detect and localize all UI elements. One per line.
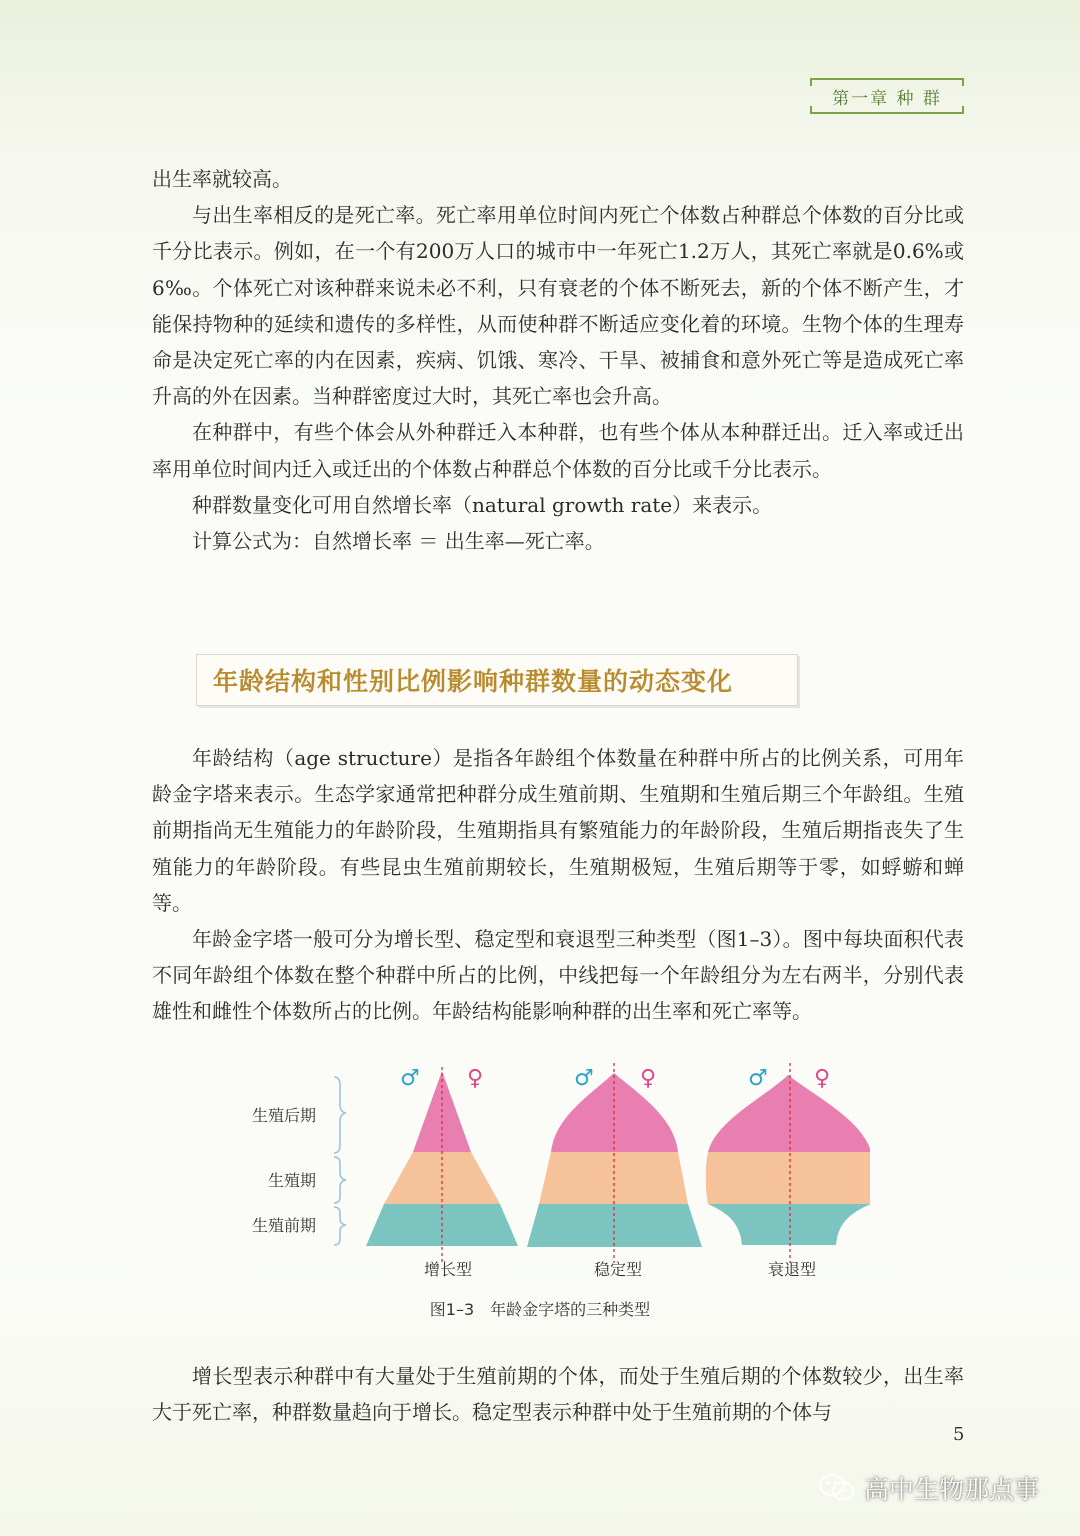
male-icon: ♂: [748, 1066, 768, 1091]
bracket-lines: [334, 1077, 346, 1245]
wechat-icon: [818, 1473, 856, 1503]
figure-caption: [0, 1297, 1080, 1320]
watermark: [818, 1470, 1039, 1506]
section-heading: 年龄结构和性别比例影响种群数量的动态变化: [196, 654, 798, 706]
paragraph: 计算公式为：自然增长率 ＝ 出生率—死亡率。: [192, 529, 605, 554]
body-text-bottom: [152, 1358, 964, 1430]
type-label-declining: 衰退型: [767, 1260, 817, 1279]
chapter-header: [810, 78, 964, 114]
paragraph: 在种群中，有些个体会从外种群迁入本种群，也有些个体从本种群迁出。迁入率或迁出率用单位时间内迁入或迁出的个体数占种群总个体数的百分比或千分比表示。: [152, 420, 964, 481]
stage-label-pre: 生殖前期: [251, 1216, 316, 1235]
declining-post-segment: [708, 1075, 870, 1152]
page-number: 5: [953, 1424, 965, 1445]
declining-pre-segment: [708, 1204, 870, 1245]
paragraph: 年龄结构（age structure）是指各年龄组个体数量在种群中所占的比例关系，可用年龄金字塔来表示。生态学家通常把种群分成生殖前期、生殖期和生殖后期三个年龄组。生殖前期指尚无生殖能力的年龄阶段，生殖期指具有繁殖能力的年龄阶段，生殖后期指丧失了生殖能力的年龄阶段。有些昆虫生殖前期较长，生殖期极短，生殖后期等于零，如蜉蝣和蝉等。: [152, 746, 964, 915]
paragraph: 增长型表示种群中有大量处于生殖前期的个体，而处于生殖后期的个体数较少，出生率大于死亡率，种群数量趋向于增长。稳定型表示种群中处于生殖前期的个体与: [152, 1364, 964, 1425]
caption-number: 图1–3: [429, 1300, 475, 1319]
type-label-stable: 稳定型: [593, 1260, 643, 1279]
age-pyramid-figure: [230, 1055, 870, 1287]
paragraph: 种群数量变化可用自然增长率（natural growth rate）来表示。: [192, 492, 773, 517]
pyramid-growth: [366, 1066, 518, 1279]
pyramid-stable: [527, 1063, 702, 1279]
paragraph: 与出生率相反的是死亡率。死亡率用单位时间内死亡个体数占种群总个体数的百分比或千分比表示。例如，在一个有200万人口的城市中一年死亡1.2万人，其死亡率就是0.6%或6‰。个体死亡对该种群来说未必不利，只有衰老的个体不断死去，新的个体不断产生，才能保持物种的延续和遗传的多样性，从而使种群不断适应变化着的环境。生物个体的生理寿命是决定死亡率的内在因素，疾病、饥饿、寒冷、干旱、被捕食和意外死亡等是造成死亡率升高的外在因素。当种群密度过大时，其死亡率也会升高。: [152, 203, 964, 409]
stage-label-repro: 生殖期: [267, 1171, 316, 1190]
female-icon: ♀: [639, 1066, 657, 1091]
body-text-mid: [152, 740, 964, 1030]
paragraph: 出生率就较高。: [152, 167, 292, 191]
type-label-growth: 增长型: [423, 1260, 473, 1279]
caption-text: 年龄金字塔的三种类型: [490, 1300, 651, 1319]
body-text-top: [152, 161, 964, 559]
female-icon: ♀: [466, 1066, 484, 1091]
stage-label-post: 生殖后期: [251, 1106, 316, 1125]
chapter-title: 第一章 种 群: [832, 88, 942, 109]
female-icon: ♀: [813, 1066, 831, 1091]
pyramid-declining: [706, 1063, 870, 1279]
male-icon: ♂: [400, 1066, 420, 1091]
declining-repro-segment: [706, 1152, 870, 1204]
paragraph: 年龄金字塔一般可分为增长型、稳定型和衰退型三种类型（图1–3）。图中每块面积代表不同年龄组个体数在整个种群中所占的比例，中线把每一个年龄组分为左右两半，分别代表雄性和雌性个体数所占的比例。年龄结构能影响种群的出生率和死亡率等。: [152, 927, 964, 1024]
watermark-text: 高中生物那点事: [864, 1475, 1040, 1504]
male-icon: ♂: [574, 1066, 594, 1091]
